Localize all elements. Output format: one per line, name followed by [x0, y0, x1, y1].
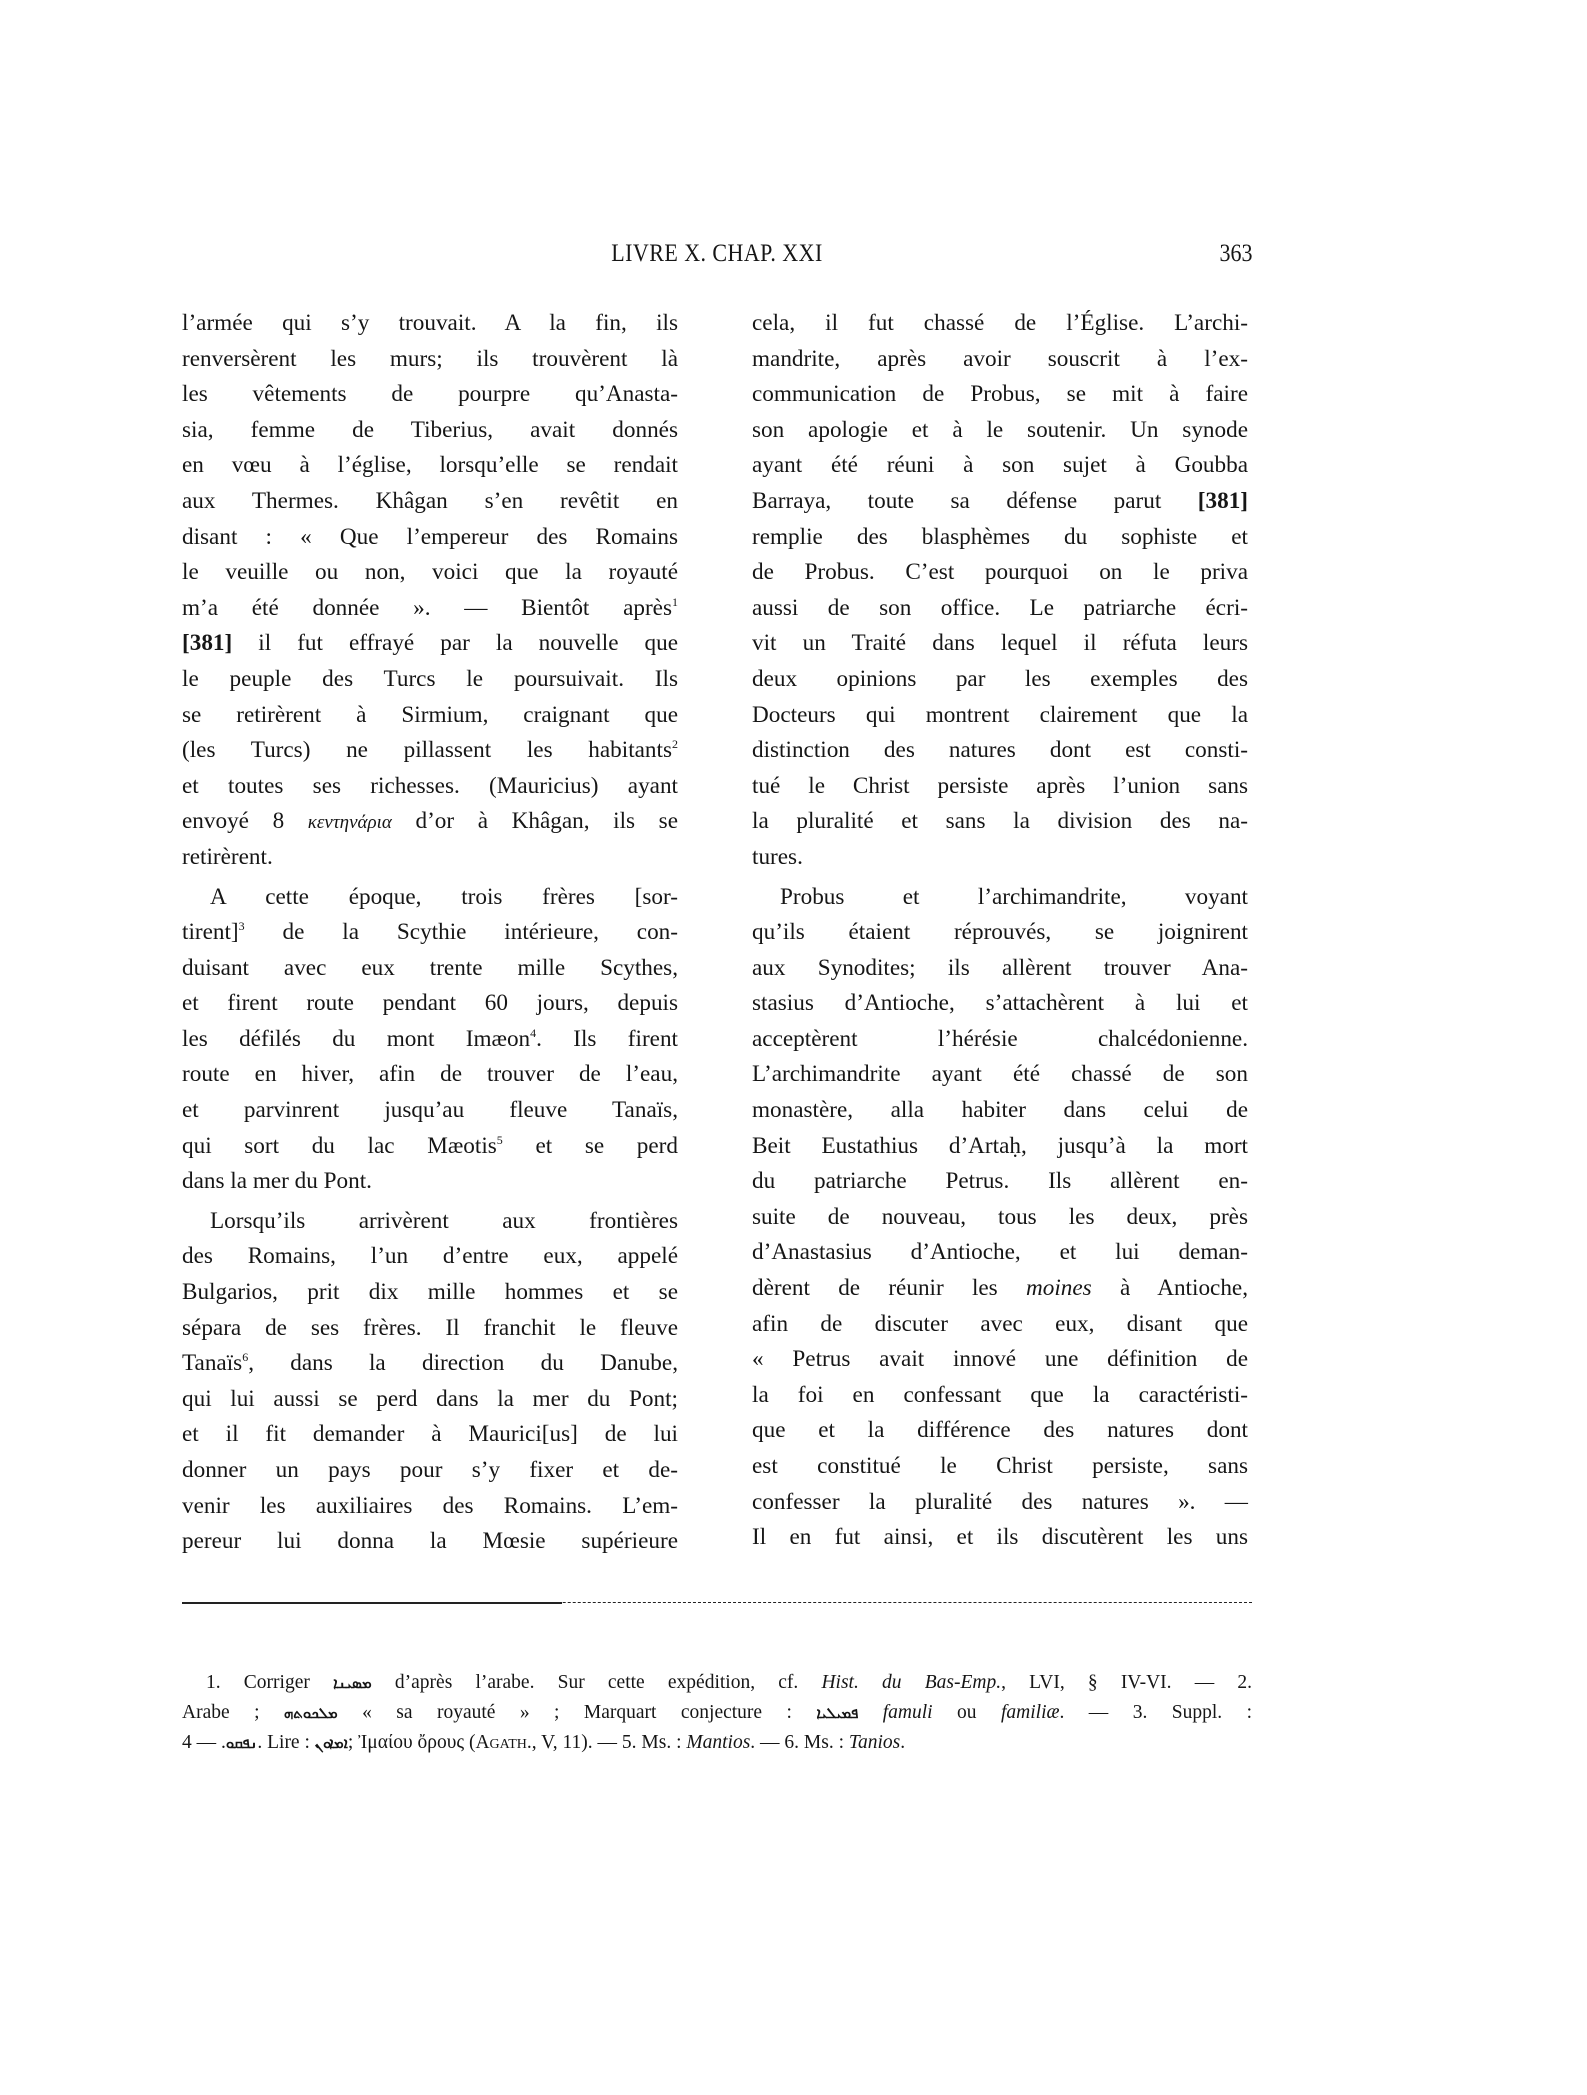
footnote-separator-solid — [182, 1602, 562, 1604]
footnote-italic: Tanios — [848, 1732, 901, 1753]
text-line: de Probus. C’est pourquoi on le priva — [752, 559, 1248, 586]
text-fragment: d’or à Khâgan, ils se — [415, 808, 678, 835]
text-line: communication de Probus, se mit à faire — [752, 381, 1248, 408]
text-line: et il fit demander à Maurici[us] de lui — [182, 1421, 678, 1448]
text-line — [182, 804, 678, 840]
text-line — [182, 1022, 678, 1058]
footnote-text: . — 4. Lire : — [182, 1732, 310, 1753]
text-line: renversèrent les murs; ils trouvèrent là — [182, 345, 678, 372]
text-line: la foi en confessant que la caractéristi- — [752, 1381, 1248, 1408]
text-line — [182, 591, 678, 627]
text-line: cela, il fut chassé de l’Église. L’archi- — [752, 310, 1248, 336]
syriac-word: ܐܡܐܘܢ — [314, 1734, 348, 1752]
text-line: suite de nouveau, tous les deux, près — [752, 1203, 1248, 1230]
greek-word: κεντηνάρια — [307, 812, 392, 834]
text-line: sia, femme de Tiberius, avait donnés — [182, 416, 678, 443]
footnote-ref[interactable]: 5 — [496, 1132, 503, 1147]
running-head — [182, 240, 1252, 280]
text-line: Il en fut ainsi, et ils discutèrent les uns — [752, 1524, 1248, 1551]
footnote-line — [182, 1728, 1252, 1758]
text-line: remplie des blasphèmes du sophiste et — [752, 523, 1248, 550]
text-line: A cette époque, trois frères [sor- — [210, 883, 678, 910]
text-line: mandrite, après avoir souscrit à l’ex- — [752, 345, 1248, 372]
text-line: retirèrent. — [182, 843, 273, 870]
text-line: Probus et l’archimandrite, voyant — [780, 883, 1248, 910]
text-line: L’archimandrite ayant été chassé de son — [752, 1061, 1248, 1088]
text-line: route en hiver, afin de trouver de l’eau, — [182, 1061, 678, 1088]
text-fragment: . Ils firent — [536, 1025, 678, 1052]
greek-phrase: ; Ἰμαίου ὄρους — [347, 1732, 465, 1753]
right-column — [752, 306, 1248, 1556]
page-marker: [381] — [182, 630, 233, 657]
text-line: Bulgarios, prit dix mille hommes et se — [182, 1279, 678, 1306]
text-line: distinction des natures dont est consti- — [752, 737, 1248, 764]
footnote-text: , LVI, § IV-VI. — 2. — [1001, 1672, 1253, 1693]
text-line: disant : « Que l’empereur des Romains — [182, 523, 678, 550]
footnote-text: d’après l’arabe. Sur cette expédition, cf. — [394, 1672, 799, 1693]
footnote-text: ou — [957, 1702, 977, 1723]
text-fragment: dèrent de réunir les — [752, 1275, 998, 1302]
text-line: sépara de ses frères. Il franchit le fleuve — [182, 1314, 678, 1341]
text-line: les vêtements de pourpre qu’Anasta- — [182, 381, 678, 408]
text-line: confesser la pluralité des natures ». — — [752, 1488, 1248, 1515]
text-fragment: tirent] — [182, 919, 239, 946]
text-line: des Romains, l’un d’entre eux, appelé — [182, 1243, 678, 1270]
text-line: « Petrus avait innové une définition de — [752, 1346, 1248, 1373]
text-line: se retirèrent à Sirmium, craignant que — [182, 701, 678, 728]
footnote-text: 1. Corriger — [206, 1672, 310, 1693]
syriac-word: ܢܦܩܘ — [225, 1734, 258, 1752]
text-line: stasius d’Antioche, s’attachèrent à lui et — [752, 990, 1248, 1017]
text-fragment: et se perd — [535, 1132, 678, 1159]
footnote-text: Arabe ; — [182, 1702, 260, 1723]
text-line: est constitué le Christ persiste, sans — [752, 1453, 1248, 1479]
text-line: le peuple des Turcs le poursuivait. Ils — [182, 665, 678, 692]
text-fragment: de la Scythie intérieure, con- — [282, 919, 678, 946]
text-line: pereur lui donna la Mœsie supérieure — [182, 1528, 678, 1555]
text-line: du patriarche Petrus. Ils allèrent en- — [752, 1168, 1248, 1195]
text-line — [182, 626, 678, 662]
footnote-citation: (Agath. — [468, 1732, 532, 1753]
italic-word: moines — [1025, 1275, 1092, 1302]
text-line: ayant été réuni à son sujet à Goubba — [752, 452, 1248, 479]
footnotes — [182, 1668, 1252, 1758]
text-line: l’armée qui s’y trouvait. A la fin, ils — [182, 310, 678, 336]
text-line: monastère, alla habiter dans celui de — [752, 1097, 1248, 1124]
footnote-ref[interactable]: 3 — [238, 919, 245, 934]
text-line: Lorsqu’ils arrivèrent aux frontières — [210, 1207, 678, 1234]
footnote-italic: famuli — [882, 1702, 933, 1723]
left-column — [182, 306, 678, 1560]
text-line: la pluralité et sans la division des na- — [752, 808, 1248, 835]
text-fragment: les défilés du mont Imæon — [182, 1025, 531, 1052]
text-line — [182, 1129, 678, 1165]
text-line — [182, 733, 678, 769]
footnote-italic: familiæ — [1000, 1702, 1060, 1723]
text-line: deux opinions par les exemples des — [752, 665, 1248, 692]
text-line: tures. — [752, 843, 803, 870]
text-line: que et la différence des natures dont — [752, 1417, 1248, 1444]
text-line — [752, 1271, 1248, 1307]
running-title: LIVRE X. CHAP. XXI — [611, 240, 823, 267]
footnote-ref[interactable]: 2 — [672, 737, 678, 752]
text-fragment: Tanaïs — [182, 1350, 243, 1377]
text-fragment: il fut effrayé par la nouvelle que — [258, 630, 679, 657]
footnote-text: . — 6. Ms. : — [750, 1732, 845, 1753]
text-line: et toutes ses richesses. (Mauricius) ayant — [182, 772, 678, 799]
text-line — [182, 1346, 678, 1382]
footnote-line — [182, 1698, 1252, 1728]
text-line: Docteurs qui montrent clairement que la — [752, 701, 1248, 728]
footnote-text: , V, 11). — 5. Ms. : — [531, 1732, 682, 1753]
text-line: qui lui aussi se perd dans la mer du Pont; — [182, 1385, 678, 1412]
text-fragment: Barraya, toute sa défense parut — [752, 487, 1162, 514]
text-line: afin de discuter avec eux, disant que — [752, 1310, 1248, 1337]
page-number: 363 — [1219, 240, 1252, 267]
page-marker: [381] — [1197, 487, 1249, 514]
text-line — [752, 484, 1248, 520]
text-line: acceptèrent l’hérésie chalcédonienne. — [752, 1025, 1248, 1052]
text-line: donner un pays pour s’y fixer et de- — [182, 1457, 678, 1483]
text-line: duisant avec eux trente mille Scythes, — [182, 954, 678, 981]
text-line: et parvinrent jusqu’au fleuve Tanaïs, — [182, 1097, 678, 1124]
text-line: son apologie et à le soutenir. Un synode — [752, 416, 1248, 443]
text-fragment: envoyé 8 — [182, 808, 285, 835]
text-line: d’Anastasius d’Antioche, et lui deman- — [752, 1239, 1248, 1266]
text-line: vit un Traité dans lequel il réfuta leurs — [752, 630, 1248, 657]
footnote-line — [182, 1668, 1252, 1698]
text-fragment: à Antioche, — [1119, 1275, 1249, 1302]
text-line: le veuille ou non, voici que la royauté — [182, 559, 678, 586]
text-fragment: qui sort du lac Mæotis — [182, 1132, 497, 1159]
syriac-word: ܡܠܟܘܬܗ — [283, 1704, 338, 1722]
text-line: venir les auxiliaires des Romains. L’em- — [182, 1492, 678, 1519]
footnote-text: « sa royauté » ; Marquart conjecture : — [362, 1702, 792, 1723]
text-fragment: m’a été donnée ». — Bientôt après — [182, 594, 672, 621]
text-line: Beit Eustathius d’Artaḥ, jusqu’à la mort — [752, 1132, 1248, 1159]
text-fragment: , dans la direction du Danube, — [248, 1350, 678, 1377]
text-line: et firent route pendant 60 jours, depuis — [182, 990, 678, 1017]
text-fragment: (les Turcs) ne pillassent les habitants — [182, 737, 672, 764]
footnote-italic: Mantios — [686, 1732, 751, 1753]
text-line: tué le Christ persiste après l’union sans — [752, 772, 1248, 799]
syriac-word: ܡܣܝܢܐ — [333, 1674, 372, 1692]
text-line: aux Synodites; ils allèrent trouver Ana- — [752, 954, 1248, 981]
text-line: aux Thermes. Khâgan s’en revêtit en — [182, 487, 678, 514]
footnote-text: . — 3. Suppl. : — [1059, 1702, 1253, 1723]
syriac-word: ܦܡܝܠܝܐ — [816, 1704, 859, 1722]
footnote-text: . — [900, 1732, 906, 1753]
footnote-ref[interactable]: 4 — [530, 1025, 537, 1040]
text-line: aussi de son office. Le patriarche écri- — [752, 594, 1248, 621]
text-line — [182, 915, 678, 951]
footnote-ref[interactable]: 6 — [242, 1350, 249, 1365]
text-line: qu’ils étaient réprouvés, se joignirent — [752, 919, 1248, 946]
footnote-ref[interactable]: 1 — [672, 594, 678, 609]
footnote-citation: Hist. du Bas-Emp. — [821, 1672, 1002, 1693]
text-line: en vœu à l’église, lorsqu’elle se rendait — [182, 452, 678, 479]
text-line: dans la mer du Pont. — [182, 1168, 372, 1195]
